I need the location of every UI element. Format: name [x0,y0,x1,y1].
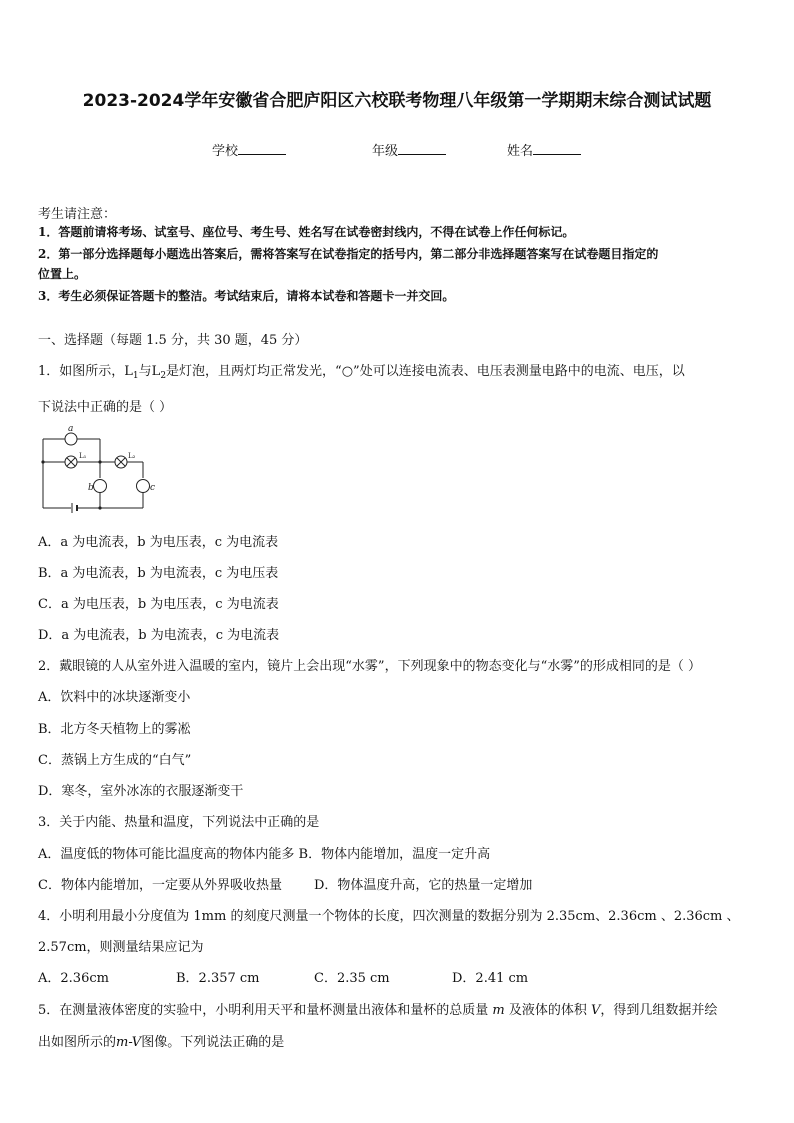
q5-var-m: m [492,1003,505,1018]
label-c: c [150,483,156,493]
q1-option-d: D．a 为电流表，b 为电流表，c 为电流表 [38,628,280,643]
q5-text-d: 出如图所示的 [38,1035,117,1050]
meter-b [94,480,107,493]
q5-stem-line2 [38,1031,284,1050]
notice-heading: 考生请注意： [38,207,117,222]
q2-option-c: C．蒸锅上方生成的“白气” [38,753,192,768]
label-l1: L₁ [79,452,87,460]
label-l2: L₂ [128,452,136,460]
q5-stem-line1 [38,999,717,1018]
meter-c [137,480,150,493]
section-heading: 一、选择题（每题 1.5 分，共 30 题，45 分） [38,333,308,348]
q5-text-b: 及液体的体积 [504,1003,591,1018]
junction-left [41,460,44,463]
q4-stem-line1: 4．小明利用最小分度值为 1mm 的刻度尺测量一个物体的长度，四次测量的数据分别为 2.35cm、2.36cm 、2.36cm 、 [38,909,740,924]
q4-stem-line2: 2.57cm，则测量结果应记为 [38,940,204,955]
grade-label: 年级 [372,144,399,159]
q1-conj: 与 [138,364,152,379]
q1-circle-symbol: ○ [341,364,354,379]
q2-option-d: D．寒冬，室外冰冻的衣服逐渐变干 [38,784,244,799]
q5-var-mv: m-V [116,1035,142,1050]
q5-text-a: 5．在测量液体密度的实验中，小明利用天平和量杯测量出液体和量杯的总质量 [38,1003,493,1018]
grade-blank [398,142,446,155]
junction-mid [98,460,101,463]
q1-stem-line2: 下说法中正确的是（ ） [38,400,173,415]
notice-item-1: 1．答题前请将考场、试室号、座位号、考生号、姓名写在试卷密封线内，不得在试卷上作任何标记。 [38,225,575,239]
meter-a [65,433,77,445]
q4-option-a: A．2.36cm [38,971,109,986]
label-b: b [88,483,94,493]
q3-option-c: C．物体内能增加，一定要从外界吸收热量 [38,878,282,893]
q5-text-e: 图像。下列说法正确的是 [141,1035,285,1050]
school-label: 学校 [212,144,239,159]
battery-symbol [72,503,77,513]
q3-option-d: D．物体温度升高，它的热量一定增加 [314,878,533,893]
q5-text-c: ，得到几组数据并绘 [600,1003,718,1018]
q4-option-d: D．2.41 cm [452,971,529,986]
school-field [212,140,286,159]
name-label: 姓名 [507,144,534,159]
q3-options-ab: A．温度低的物体可能比温度高的物体内能多 B．物体内能增加，温度一定升高 [38,847,491,862]
notice-item-2: 2．第一部分选择题每小题选出答案后，需将答案写在试卷指定的括号内，第二部分非选择题答案写在试卷题目指定的 [38,247,659,261]
q5-var-v: V [591,1003,601,1018]
q1-l2: L [151,364,161,379]
q1-option-b: B．a 为电流表，b 为电流表，c 为电压表 [38,566,279,581]
name-field [507,140,581,159]
notice-item-3: 3．考生必须保证答题卡的整洁。考试结束后，请将本试卷和答题卡一并交回。 [38,289,455,303]
notice-item-2-cont: 位置上。 [38,267,87,281]
q1-option-c: C．a 为电压表，b 为电压表，c 为电流表 [38,597,279,612]
label-a: a [68,425,74,434]
grade-field [372,140,446,159]
q2-option-a: A．饮料中的冰块逐渐变小 [38,690,191,705]
q1-circuit-diagram [38,425,163,515]
q2-option-b: B．北方冬天植物上的雾凇 [38,722,191,737]
school-blank [238,142,286,155]
q3-stem: 3．关于内能、热量和温度，下列说法中正确的是 [38,815,320,830]
q1-text-a: 1．如图所示， [38,364,125,379]
q1-text-b: 是灯泡，且两灯均正常发光，“ [166,364,342,379]
q1-stem-line1 [38,360,685,381]
junction-bottom [98,506,101,509]
q1-l1: L [124,364,133,379]
q2-stem: 2．戴眼镜的人从室外进入温暖的室内，镜片上会出现“水雾”，下列现象中的物态变化与“水雾”的形成相同的是（ ） [38,659,701,674]
page-title: 2023-2024学年安徽省合肥庐阳区六校联考物理八年级第一学期期末综合测试试题 [82,91,712,111]
q4-option-b: B．2.357 cm [176,971,260,986]
q4-option-c: C．2.35 cm [314,971,390,986]
q1-l2-sub: 2 [160,371,167,381]
name-blank [533,142,581,155]
q1-l1-sub: 1 [132,371,139,381]
q1-text-c: ”处可以连接电流表、电压表测量电路中的电流、电压，以 [353,364,685,379]
q1-option-a: A．a 为电流表，b 为电压表，c 为电流表 [38,535,279,550]
